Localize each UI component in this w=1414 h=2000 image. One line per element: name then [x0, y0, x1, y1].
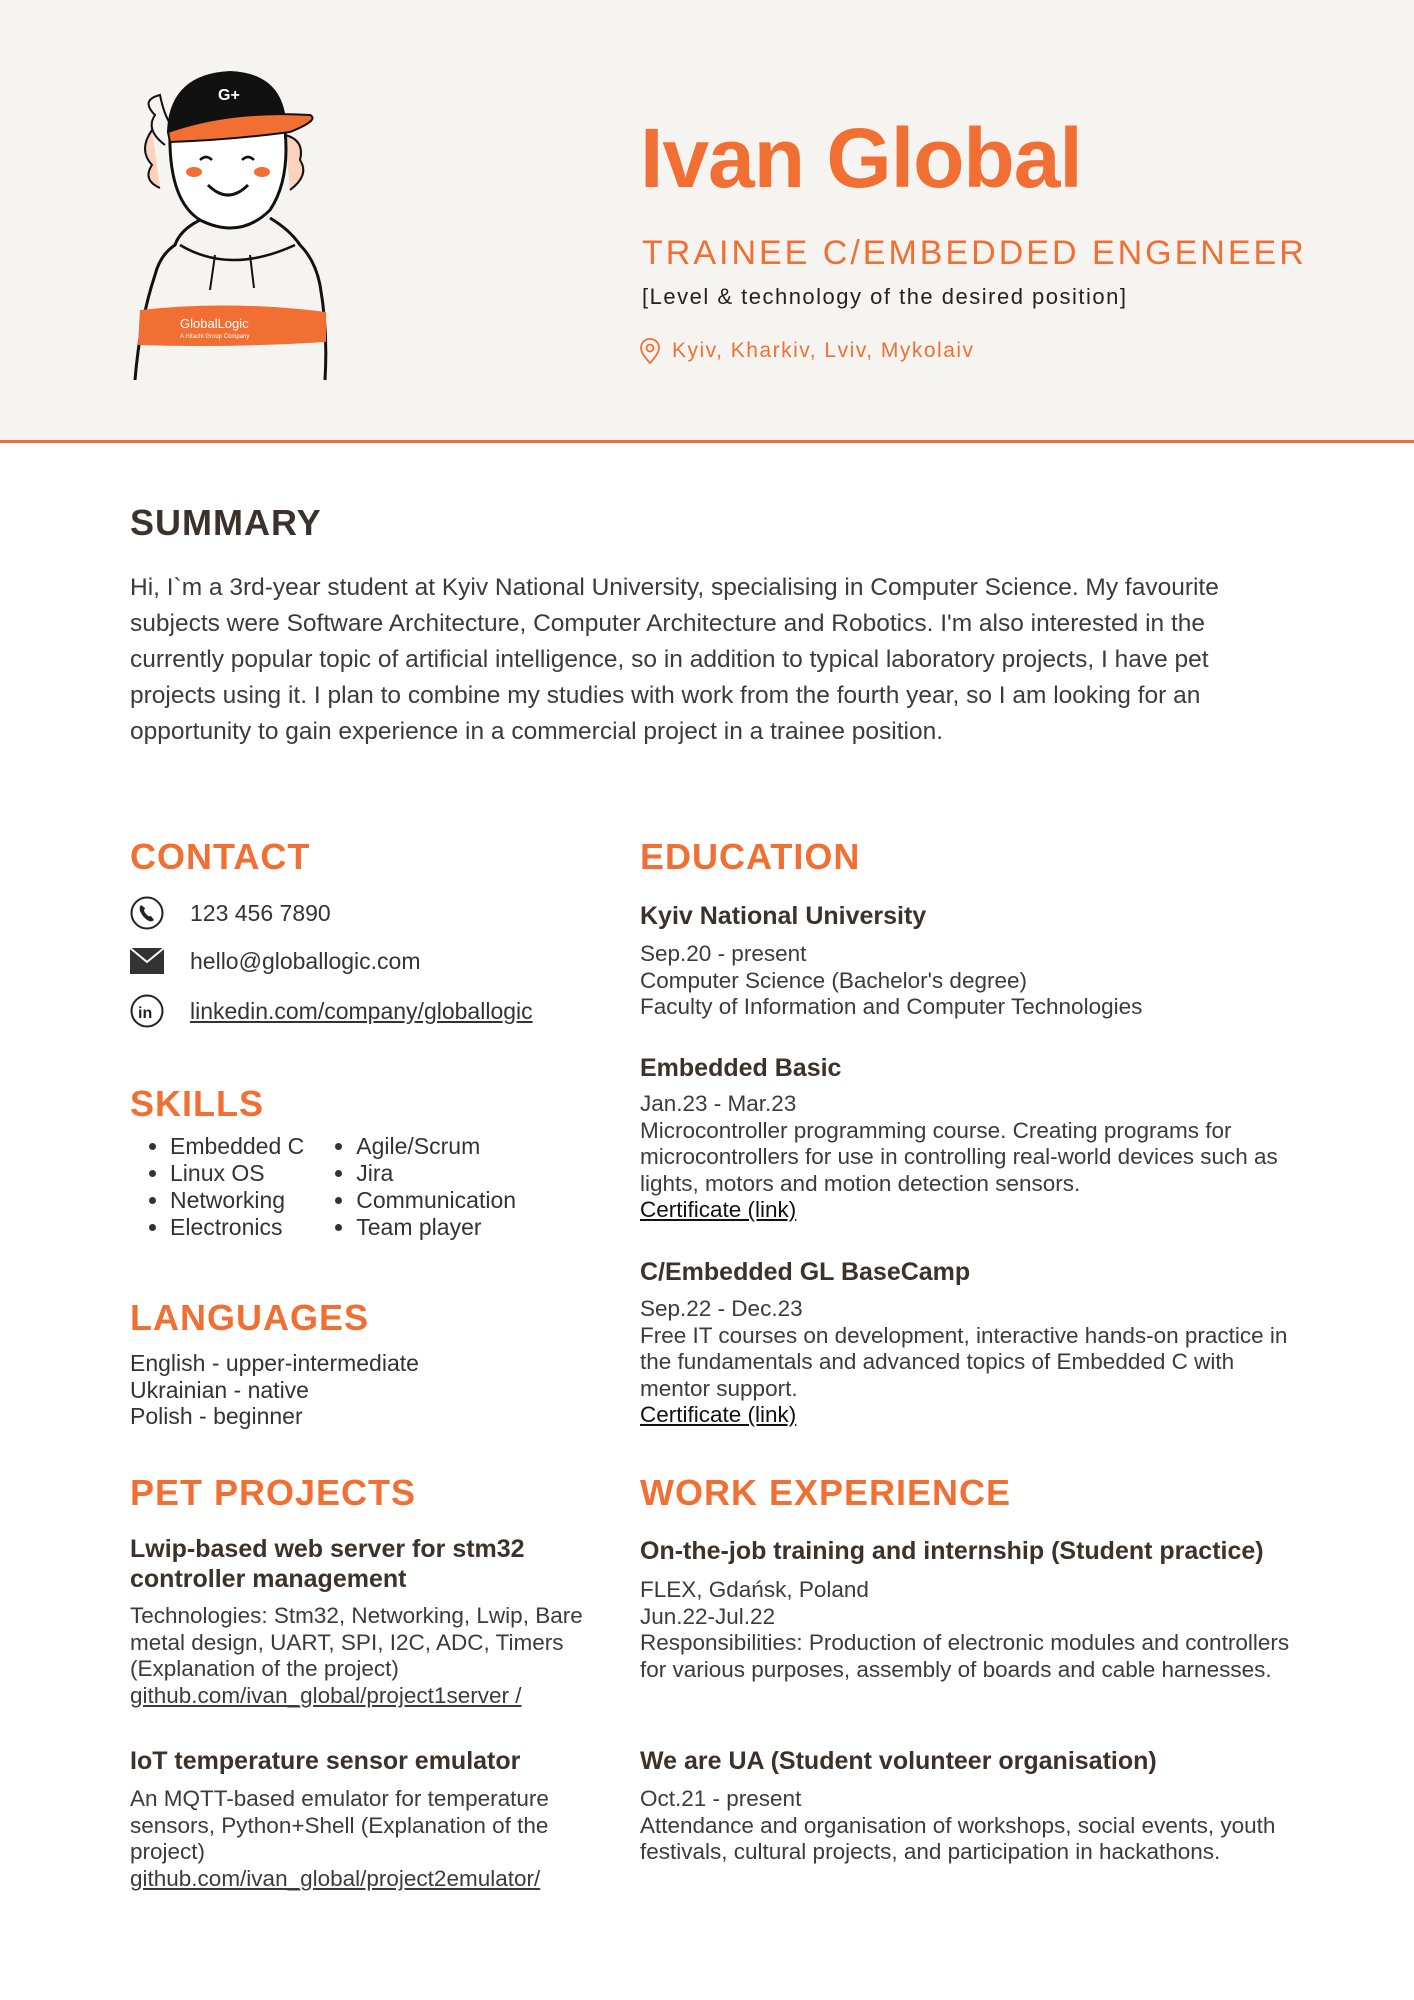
skill-item: • Agile/Scrum — [356, 1133, 516, 1160]
header — [0, 0, 1414, 443]
language-item: English - upper-intermediate — [130, 1350, 419, 1376]
skills-column-2 — [332, 1133, 516, 1241]
summary-heading: SUMMARY — [130, 502, 322, 543]
skill-item: • Electronics — [170, 1214, 304, 1241]
contact-email — [130, 944, 420, 978]
work-body — [640, 1577, 1300, 1683]
skill-item: • Jira — [356, 1160, 516, 1187]
languages-list — [130, 1350, 419, 1430]
pet-project-link[interactable]: github.com/ivan_global/project2emulator/ — [130, 1865, 541, 1891]
location-pin-icon — [640, 338, 660, 364]
work-employer: FLEX, Gdańsk, Poland — [640, 1577, 869, 1602]
languages-heading: LANGUAGES — [130, 1297, 370, 1338]
education-title: Kyiv National University — [640, 902, 927, 930]
skills-heading: SKILLS — [130, 1083, 265, 1124]
work-body — [640, 1786, 1300, 1866]
pet-project-body — [130, 1603, 590, 1709]
work-title: On-the-job training and internship (Student practice) — [640, 1537, 1264, 1565]
certificate-link[interactable]: Certificate (link) — [640, 1197, 797, 1222]
education-body — [640, 1091, 1300, 1224]
work-description: Responsibilities: Production of electronic modules and controllers for various purposes, assembly of boards and cable harnesses. — [640, 1630, 1290, 1682]
pet-project-description: An MQTT-based emulator for temperature sensors, Python+Shell (Explanation of the project) — [130, 1786, 549, 1864]
language-item: Ukrainian - native — [130, 1376, 309, 1403]
pet-project-title: IoT temperature sensor emulator — [130, 1747, 521, 1775]
work-description: Attendance and organisation of workshops, social events, youth festivals, cultural projects, and participation in hackathons. — [640, 1812, 1276, 1864]
email-address[interactable]: hello@globallogic.com — [190, 947, 421, 974]
contact-linkedin — [130, 994, 533, 1028]
skill-item: • Embedded C — [170, 1133, 304, 1160]
language-item: Polish - beginner — [130, 1403, 303, 1429]
email-icon — [130, 944, 164, 978]
education-description: Free IT courses on development, interactive hands-on practice in the fundamentals and advanced topics of Embedded C with mentor support. — [640, 1322, 1288, 1401]
skill-item: • Networking — [170, 1187, 304, 1214]
pet-project-body — [130, 1786, 590, 1892]
education-title: C/Embedded GL BaseCamp — [640, 1258, 971, 1286]
work-experience-heading: WORK EXPERIENCE — [640, 1472, 1012, 1513]
cap-logo: G+ — [218, 87, 240, 104]
linkedin-icon — [130, 994, 164, 1028]
pet-project-description: Technologies: Stm32, Networking, Lwip, Bare metal design, UART, SPI, I2C, ADC, Timers (Explanation of the project) — [130, 1603, 583, 1681]
work-dates: Jun.22-Jul.22 — [640, 1603, 776, 1629]
skills-column-1 — [130, 1133, 304, 1241]
pet-project-link[interactable]: github.com/ivan_global/project1server / — [130, 1682, 522, 1708]
desired-role: TRAINEE C/EMBEDDED ENGENEER — [642, 234, 1307, 272]
shirt-logo-sub: A Hitachi Group Company — [180, 334, 250, 340]
pet-projects-heading: PET PROJECTS — [130, 1472, 417, 1513]
skill-item: • Linux OS — [170, 1160, 304, 1187]
skill-item: • Team player — [356, 1214, 516, 1241]
education-dates: Sep.20 - present — [640, 941, 807, 966]
education-body — [640, 941, 1300, 1021]
linkedin-link[interactable]: linkedin.com/company/globallogic — [190, 997, 533, 1024]
skills-list — [130, 1133, 516, 1241]
avatar-illustration — [130, 60, 350, 390]
work-title: We are UA (Student volunteer organisation) — [640, 1747, 1157, 1775]
phone-icon — [130, 896, 164, 930]
education-description: Microcontroller programming course. Creating programs for microcontrollers for use in controlling real-world devices such as lights, motors and motion detection sensors. — [640, 1117, 1278, 1196]
summary-text: Hi, I`m a 3rd-year student at Kyiv National University, specialising in Computer Science. My favourite subjects were Software Architecture, Computer Architecture and Robotics. I'm also interested in the currently popular topic of artificial intelligence, so in addition to typical laboratory projects, I have pet projects using it. I plan to combine my studies with work from the fourth year, so I am looking for an opportunity to gain experience in a commercial project in a trainee position. — [130, 574, 1219, 745]
work-dates: Oct.21 - present — [640, 1786, 802, 1811]
phone-number: 123 456 7890 — [190, 899, 331, 926]
shirt-logo: GlobalLogic — [180, 316, 249, 331]
education-degree: Computer Science (Bachelor's degree) — [640, 967, 1027, 993]
education-dates: Jan.23 - Mar.23 — [640, 1091, 797, 1116]
pet-project-title: Lwip-based web server for stm32 controller management — [130, 1535, 525, 1593]
education-dates: Sep.22 - Dec.23 — [640, 1296, 803, 1321]
education-body — [640, 1296, 1300, 1429]
education-title: Embedded Basic — [640, 1054, 842, 1082]
contact-heading: CONTACT — [130, 836, 311, 877]
skill-item: • Communication — [356, 1187, 516, 1214]
education-heading: EDUCATION — [640, 836, 861, 877]
certificate-link[interactable]: Certificate (link) — [640, 1402, 797, 1427]
svg-text:in: in — [138, 1005, 153, 1022]
education-faculty: Faculty of Information and Computer Technologies — [640, 994, 1143, 1019]
candidate-name: Ivan Global — [640, 111, 1082, 205]
role-description: [Level & technology of the desired position] — [642, 284, 1128, 309]
location — [640, 338, 975, 364]
contact-phone — [130, 896, 331, 930]
location-text: Kyiv, Kharkiv, Lviv, Mykolaiv — [672, 339, 975, 362]
